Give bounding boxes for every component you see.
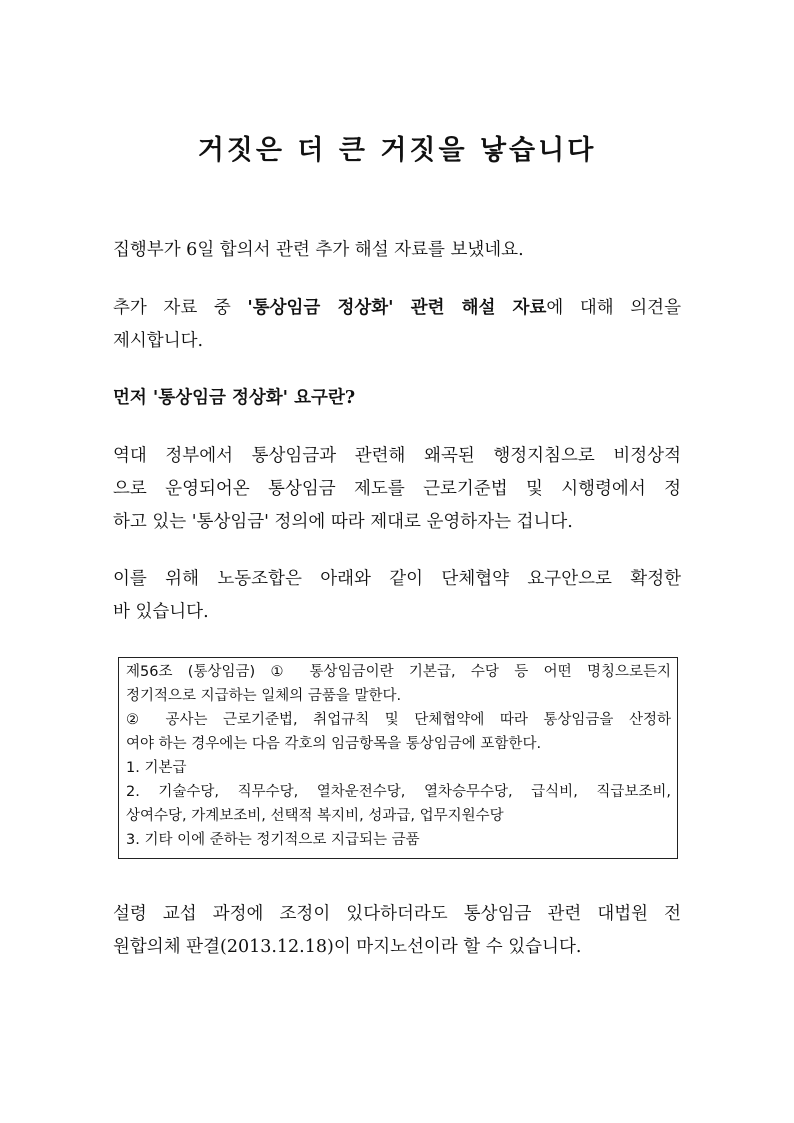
clause-line-1: 제56조 (통상임금) ① 통상임금이란 기본급, 수당 등 어떤 명칭으로든지 — [126, 664, 671, 680]
paragraph-explanation-line-2: 으로 운영되어온 통상임금 제도를 근로기준법 및 시행령에서 정 — [113, 479, 681, 499]
document-title: 거짓은 더 큰 거짓을 낳습니다 — [197, 135, 597, 166]
clause-box — [118, 657, 678, 859]
paragraph-intro-line: 집행부가 6일 합의서 관련 추가 해설 자료를 보냈네요. — [113, 240, 524, 260]
paragraph-opinion-line-2: 제시합니다. — [113, 331, 204, 351]
clause-line-7: 상여수당, 가계보조비, 선택적 복지비, 성과급, 업무지원수당 — [126, 808, 504, 824]
paragraph-union-demand-line-1: 이를 위해 노동조합은 아래와 같이 단체협약 요구안으로 확정한 — [113, 569, 681, 589]
clause-line-6: 2. 기술수당, 직무수당, 열차운전수당, 열차승무수당, 급식비, 직급보조비, — [126, 784, 671, 800]
paragraph-conclusion — [113, 898, 681, 964]
clause-line-8: 3. 기타 이에 준하는 정기적으로 지급되는 금품 — [126, 832, 420, 848]
opinion-bold-text: '통상임금 정상화' 관련 해설 자료 — [247, 298, 547, 318]
paragraph-union-demand — [113, 563, 681, 629]
paragraph-intro — [113, 234, 681, 267]
paragraph-opinion-line-1 — [113, 292, 681, 325]
paragraph-explanation-line-1: 역대 정부에서 통상임금과 관련해 왜곡된 행정지침으로 비정상적 — [113, 446, 681, 466]
clause-line-4: 여야 하는 경우에는 다음 각호의 임금항목을 통상임금에 포함한다. — [126, 736, 542, 752]
paragraph-union-demand-line-2: 바 있습니다. — [113, 602, 209, 622]
opinion-post-text: 에 대해 의견을 — [546, 298, 681, 318]
clause-line-5: 1. 기본급 — [126, 760, 187, 776]
paragraph-explanation — [113, 440, 681, 539]
paragraph-conclusion-line-2: 원합의체 판결(2013.12.18)이 마지노선이라 할 수 있습니다. — [113, 937, 582, 957]
paragraph-explanation-line-3: 하고 있는 '통상임금' 정의에 따라 제대로 운영하자는 겁니다. — [113, 512, 573, 532]
clause-line-2: 정기적으로 지급하는 일체의 금품을 말한다. — [126, 688, 402, 704]
opinion-pre-text: 추가 자료 중 — [113, 298, 248, 318]
paragraph-opinion — [113, 292, 681, 358]
section-heading-text: 먼저 '통상임금 정상화' 요구란? — [113, 388, 356, 408]
clause-line-3: ② 공사는 근로기준법, 취업규칙 및 단체협약에 따라 통상임금을 산정하 — [126, 712, 671, 728]
section-heading — [113, 382, 681, 415]
paragraph-conclusion-line-1: 설령 교섭 과정에 조정이 있다하더라도 통상임금 관련 대법원 전 — [113, 904, 681, 924]
